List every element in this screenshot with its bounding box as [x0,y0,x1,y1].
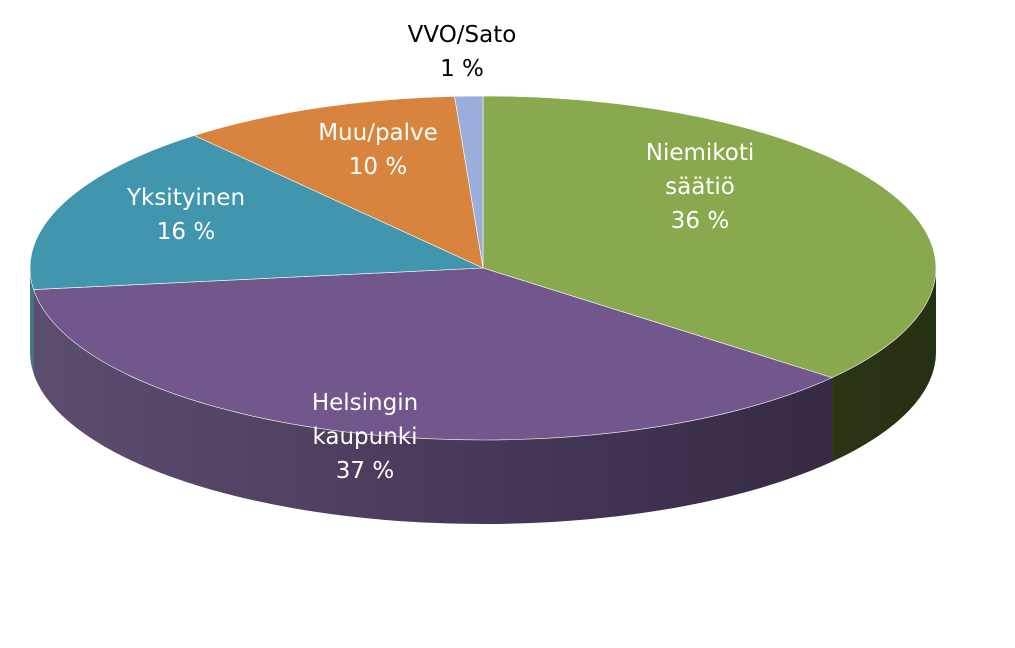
slice-name-label: VVO/Sato [407,22,517,48]
slice-value-label: 37 % [335,458,395,484]
slice-name-label: Helsingin [311,390,419,416]
slice-label-4 [408,22,517,82]
slice-name-label: kaupunki [312,424,418,450]
slice-name-label: Yksityinen [126,185,246,211]
slice-name-label: Muu/palve [318,120,438,146]
slice-name-label: säätiö [665,174,735,200]
slice-value-label: 1 % [440,56,484,82]
slice-name-label: Niemikoti [645,140,755,166]
slice-value-label: 16 % [156,219,216,245]
slice-value-label: 36 % [670,208,730,234]
slice-value-label: 10 % [348,154,408,180]
pie-tops [30,96,936,440]
